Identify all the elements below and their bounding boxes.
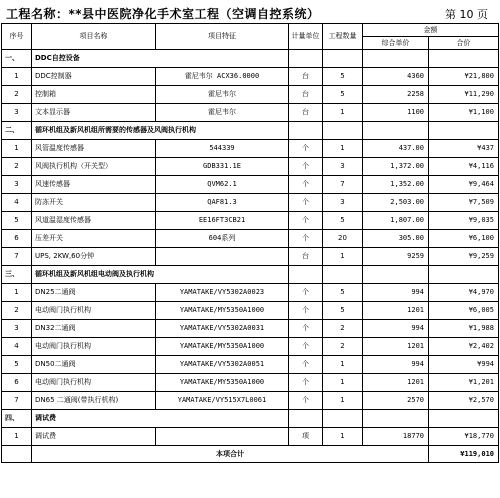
total-cell: ¥1,988 [429, 320, 499, 338]
total-cell: ¥21,800 [429, 68, 499, 86]
seq-cell: 1 [2, 140, 32, 158]
unit-price-cell: 2,503.00 [363, 194, 429, 212]
total-cell: ¥4,970 [429, 284, 499, 302]
unit-price-cell: 437.00 [363, 140, 429, 158]
unit-price-cell: 2258 [363, 86, 429, 104]
qty-cell: 1 [323, 248, 363, 266]
item-name-cell: 电动阀门执行机构 [32, 302, 156, 320]
table-row [2, 320, 499, 338]
section-row [2, 410, 499, 428]
col-header-amount: 金额 [363, 24, 499, 37]
total-cell: ¥7,509 [429, 194, 499, 212]
item-name-cell: UPS, 2KW,60分钟 [32, 248, 156, 266]
project-title: 工程名称：**县中医院净化手术室工程（空调自控系统） [6, 7, 320, 21]
total-cell: ¥437 [429, 140, 499, 158]
qty-cell: 5 [323, 302, 363, 320]
section-title: 循环机组及新风机组电动阀及执行机构 [32, 266, 289, 284]
qty-cell: 20 [323, 230, 363, 248]
qty-cell: 5 [323, 284, 363, 302]
table-row [2, 284, 499, 302]
empty-cell [429, 410, 499, 428]
unit-price-cell: 1201 [363, 374, 429, 392]
item-name-cell: 风道温湿度传感器 [32, 212, 156, 230]
empty-cell [429, 266, 499, 284]
empty-cell [323, 266, 363, 284]
empty-cell [289, 122, 323, 140]
item-feature-cell: YAMATAKE/VY5302A0031 [156, 320, 289, 338]
item-feature-cell [156, 428, 289, 446]
item-name-cell: 调试费 [32, 428, 156, 446]
item-name-cell: 控制箱 [32, 86, 156, 104]
total-cell: ¥9,035 [429, 212, 499, 230]
item-feature-cell: YAMATAKE/VY5302A0023 [156, 284, 289, 302]
item-name-cell: 文本显示器 [32, 104, 156, 122]
section-title: DDC自控设备 [32, 50, 289, 68]
section-row [2, 266, 499, 284]
table-row [2, 302, 499, 320]
qty-cell: 7 [323, 176, 363, 194]
section-title: 循环机组及新风机组所需要的传感器及风阀执行机构 [32, 122, 289, 140]
empty-cell [429, 122, 499, 140]
item-name-cell: 电动阀门执行机构 [32, 338, 156, 356]
empty-cell [363, 50, 429, 68]
col-header-qty: 工程数量 [323, 24, 363, 50]
unit-cell: 个 [289, 194, 323, 212]
unit-cell: 个 [289, 140, 323, 158]
qty-cell: 5 [323, 212, 363, 230]
table-row [2, 158, 499, 176]
empty-cell [289, 50, 323, 68]
qty-cell: 2 [323, 320, 363, 338]
qty-cell: 2 [323, 338, 363, 356]
total-cell: ¥2,570 [429, 392, 499, 410]
unit-cell: 个 [289, 176, 323, 194]
seq-cell: 7 [2, 248, 32, 266]
seq-cell: 6 [2, 230, 32, 248]
seq-cell: 2 [2, 158, 32, 176]
unit-cell: 个 [289, 320, 323, 338]
seq-cell: 3 [2, 104, 32, 122]
col-header-name: 项目名称 [32, 24, 156, 50]
empty-cell [2, 446, 32, 463]
item-feature-cell: YAMATAKE/MY5350A1000 [156, 302, 289, 320]
section-number: 一、 [2, 50, 32, 68]
table-row [2, 68, 499, 86]
unit-cell: 个 [289, 392, 323, 410]
empty-cell [429, 50, 499, 68]
item-name-cell: 风管温度传感器 [32, 140, 156, 158]
unit-price-cell: 1,807.00 [363, 212, 429, 230]
item-feature-cell: YAMATAKE/VY515X7L0061 [156, 392, 289, 410]
qty-cell: 5 [323, 68, 363, 86]
unit-price-cell: 1100 [363, 104, 429, 122]
unit-cell: 台 [289, 68, 323, 86]
empty-cell [323, 410, 363, 428]
item-feature-cell: 544339 [156, 140, 289, 158]
section-number: 四、 [2, 410, 32, 428]
unit-cell: 个 [289, 230, 323, 248]
total-cell: ¥9,259 [429, 248, 499, 266]
subtotal-label: 本项合计 [32, 446, 429, 463]
unit-cell: 个 [289, 374, 323, 392]
item-feature-cell: YAMATAKE/MY5350A1000 [156, 338, 289, 356]
seq-cell: 4 [2, 338, 32, 356]
seq-cell: 2 [2, 302, 32, 320]
item-name-cell: 风阀执行机构（开关型） [32, 158, 156, 176]
empty-cell [363, 122, 429, 140]
qty-cell: 1 [323, 140, 363, 158]
unit-cell: 个 [289, 302, 323, 320]
section-row [2, 122, 499, 140]
item-name-cell: 风速传感器 [32, 176, 156, 194]
empty-cell [289, 266, 323, 284]
table-row [2, 374, 499, 392]
unit-price-cell: 1,372.00 [363, 158, 429, 176]
table-row [2, 248, 499, 266]
unit-cell: 个 [289, 284, 323, 302]
unit-price-cell: 18770 [363, 428, 429, 446]
item-name-cell: DN50二通阀 [32, 356, 156, 374]
page-number: 第 10 页 [445, 8, 488, 21]
item-feature-cell: 霍尼韦尔 [156, 104, 289, 122]
seq-cell: 6 [2, 374, 32, 392]
item-feature-cell [156, 248, 289, 266]
item-feature-cell: YAMATAKE/MY5350A1000 [156, 374, 289, 392]
col-header-unit: 计量单位 [289, 24, 323, 50]
total-cell: ¥18,770 [429, 428, 499, 446]
total-cell: ¥2,402 [429, 338, 499, 356]
total-cell: ¥9,464 [429, 176, 499, 194]
empty-cell [363, 266, 429, 284]
unit-price-cell: 305.00 [363, 230, 429, 248]
unit-cell: 台 [289, 248, 323, 266]
item-feature-cell: 霍尼韦尔 [156, 86, 289, 104]
empty-cell [323, 122, 363, 140]
table-row [2, 230, 499, 248]
unit-price-cell: 994 [363, 320, 429, 338]
section-row [2, 50, 499, 68]
unit-price-cell: 2570 [363, 392, 429, 410]
seq-cell: 2 [2, 86, 32, 104]
unit-price-cell: 1201 [363, 302, 429, 320]
qty-cell: 1 [323, 356, 363, 374]
unit-price-cell: 994 [363, 284, 429, 302]
col-header-unit-price: 综合单价 [363, 37, 429, 50]
total-cell: ¥11,290 [429, 86, 499, 104]
unit-cell: 个 [289, 338, 323, 356]
table-row [2, 86, 499, 104]
table-row [2, 194, 499, 212]
item-name-cell: 电动阀门执行机构 [32, 374, 156, 392]
qty-cell: 3 [323, 194, 363, 212]
qty-cell: 5 [323, 86, 363, 104]
empty-cell [363, 410, 429, 428]
qty-cell: 3 [323, 158, 363, 176]
table-row [2, 338, 499, 356]
total-cell: ¥4,116 [429, 158, 499, 176]
subtotal-total: ¥119,010 [429, 446, 499, 463]
item-feature-cell: GDB331.1E [156, 158, 289, 176]
table-row [2, 140, 499, 158]
subtotal-row [2, 446, 499, 463]
unit-cell: 个 [289, 356, 323, 374]
item-feature-cell: QAF81.3 [156, 194, 289, 212]
item-feature-cell: 604系列 [156, 230, 289, 248]
unit-cell: 个 [289, 158, 323, 176]
table-row [2, 356, 499, 374]
table-row [2, 392, 499, 410]
item-feature-cell: EE16FT3CB21 [156, 212, 289, 230]
unit-price-cell: 4360 [363, 68, 429, 86]
section-number: 三、 [2, 266, 32, 284]
item-name-cell: 压差开关 [32, 230, 156, 248]
seq-cell: 1 [2, 68, 32, 86]
unit-cell: 项 [289, 428, 323, 446]
total-cell: ¥1,201 [429, 374, 499, 392]
section-title: 调试费 [32, 410, 289, 428]
col-header-seq: 序号 [2, 24, 32, 50]
item-feature-cell: QVM62.1 [156, 176, 289, 194]
total-cell: ¥994 [429, 356, 499, 374]
table-row [2, 176, 499, 194]
seq-cell: 1 [2, 428, 32, 446]
seq-cell: 3 [2, 176, 32, 194]
unit-cell: 台 [289, 104, 323, 122]
unit-price-cell: 1201 [363, 338, 429, 356]
col-header-total: 合价 [429, 37, 499, 50]
seq-cell: 4 [2, 194, 32, 212]
total-cell: ¥6,005 [429, 302, 499, 320]
empty-cell [289, 410, 323, 428]
seq-cell: 5 [2, 356, 32, 374]
unit-cell: 个 [289, 212, 323, 230]
qty-cell: 1 [323, 428, 363, 446]
unit-price-cell: 994 [363, 356, 429, 374]
col-header-feature: 项目特征 [156, 24, 289, 50]
item-name-cell: DN65 二通阀(带执行机构) [32, 392, 156, 410]
unit-price-cell: 9259 [363, 248, 429, 266]
qty-cell: 1 [323, 374, 363, 392]
unit-cell: 台 [289, 86, 323, 104]
unit-price-cell: 1,352.00 [363, 176, 429, 194]
total-cell: ¥6,100 [429, 230, 499, 248]
empty-cell [323, 50, 363, 68]
item-name-cell: DN32二通阀 [32, 320, 156, 338]
item-name-cell: DDC控制器 [32, 68, 156, 86]
seq-cell: 1 [2, 284, 32, 302]
table-row [2, 212, 499, 230]
qty-cell: 1 [323, 392, 363, 410]
section-number: 二、 [2, 122, 32, 140]
seq-cell: 7 [2, 392, 32, 410]
item-name-cell: DN25二通阀 [32, 284, 156, 302]
seq-cell: 5 [2, 212, 32, 230]
table-row [2, 428, 499, 446]
bill-of-quantities-table [1, 23, 499, 463]
table-row [2, 104, 499, 122]
seq-cell: 3 [2, 320, 32, 338]
total-cell: ¥1,100 [429, 104, 499, 122]
item-feature-cell: 霍尼韦尔 ACX36.0000 [156, 68, 289, 86]
qty-cell: 1 [323, 104, 363, 122]
item-feature-cell: YAMATAKE/VY5302A0051 [156, 356, 289, 374]
item-name-cell: 防冻开关 [32, 194, 156, 212]
